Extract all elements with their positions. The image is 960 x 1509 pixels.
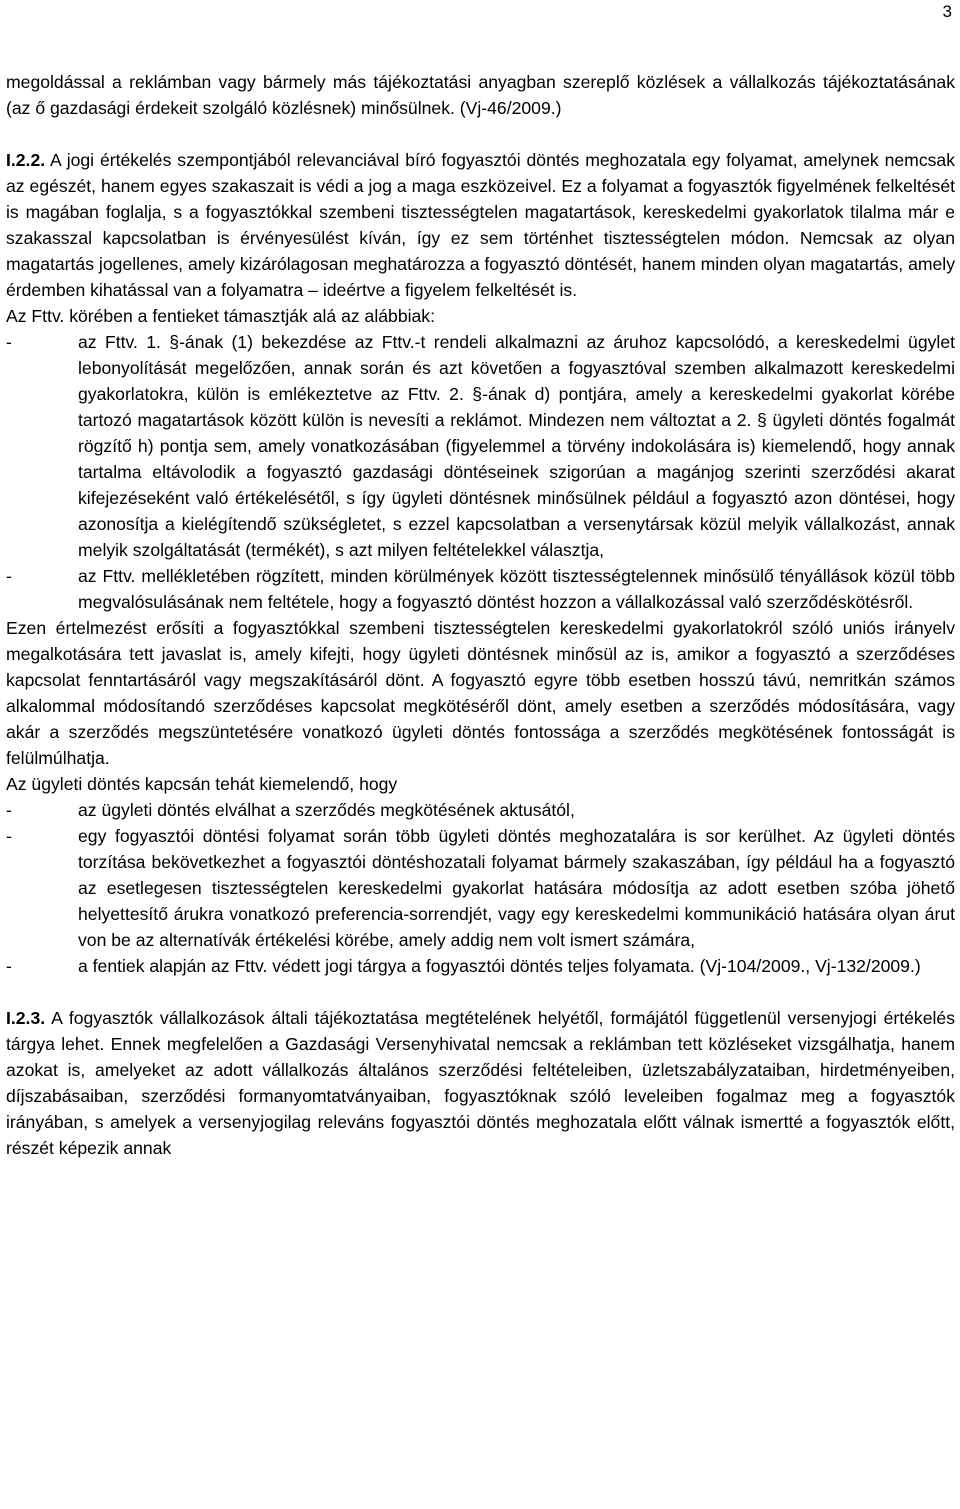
list-item — [6, 563, 955, 615]
list-item-text: az Fttv. 1. §-ának (1) bekezdése az Fttv.-t rendeli alkalmazni az áruhoz kapcsolódó, a kereskedelmi ügylet lebonyolítását megelőzően, annak során és azt követően a fogyasztóval szemben alkalmazott kereskedelmi gyakorlatokra, külön is emlékeztetve az Fttv. 2. §-ának d) pontjára, amely a kereskedelmi gyakorlat körébe tartozó magatartások között külön is nevesíti a reklámot. Mindezen nem változtat a 2. § ügyleti döntés fogalmát rögzítő h) pontja sem, amely vonatkozásában (figyelemmel a törvény indokolására is) kiemelendő, hogy annak tartalma eltávolodik a fogyasztó gazdasági döntéseinek szigorúan a magánjog szerinti szerződési akarat kifejezéseként való értékelésétől, s így ügyleti döntésnek minősülnek például a fogyasztó azon döntései, hogy azonosítja a kielégítendő szükségletet, s ezzel kapcsolatban a versenytársak közül melyik vállalkozást, annak melyik szolgáltatását (termékét), s azt milyen feltételekkel választja, — [78, 332, 955, 560]
paragraph-spacer — [6, 121, 955, 147]
paragraph-spacer — [6, 979, 955, 1005]
paragraph-ezen: Ezen értelmezést erősíti a fogyasztókkal szembeni tisztességtelen kereskedelmi gyakorlatokról szóló uniós irányelv megalkotására tett javaslat is, amely kifejti, hogy ügyleti döntésnek minősül az is, amikor a fogyasztó a szerződéses kapcsolat fenntartásáról vagy megszakításáról dönt. A fogyasztó egyre több esetben hosszú távú, nemritkán számos alkalommal módosítandó szerződéses kapcsolat megkötéséről dönt, amely esetben a szerződés módosítására, vagy akár a szerződés megszüntetésére vonatkozó ügyleti döntés fontossága a szerződés megkötésének fontosságát is felülmúlhatja. — [6, 618, 955, 768]
list-item-text: a fentiek alapján az Fttv. védett jogi tárgya a fogyasztói döntés teljes folyamata. (Vj-104/2009., Vj-132/2009.) — [78, 956, 921, 976]
list-item-text: egy fogyasztói döntési folyamat során több ügyleti döntés meghozatalára is sor kerülhet. Az ügyleti döntés torzítása bekövetkezhet a fogyasztói döntéshozatali folyamat bármely szakaszában, így például ha a fogyasztó az esetlegesen tisztességtelen kereskedelmi gyakorlat hatására módosítja az adott esetben szóba jöhető helyettesítő árukra vonatkozó preferencia-sorrendjét, vagy egy kereskedelmi kommunikáció hatására olyan árut von be az alternatívák értékelési körébe, amely addig nem volt ismert számára, — [78, 826, 955, 950]
paragraph-intro: megoldással a reklámban vagy bármely más tájékoztatási anyagban szereplő közlések a vállalkozás tájékoztatásának (az ő gazdasági érdekeit szolgáló közlésnek) minősülnek. (Vj-46/2009.) — [6, 72, 955, 118]
section-heading-i-2-3: I.2.3. — [6, 1008, 46, 1028]
list-item — [6, 797, 955, 823]
list-item — [6, 329, 955, 563]
bullet-dash: - — [6, 826, 12, 846]
list-item-text: az Fttv. mellékletében rögzített, minden körülmények között tisztességtelennek minősülő tényállások közül több megvalósulásának nem feltétele, hogy a fogyasztó döntést hozzon a vállalkozással való szerződéskötésről. — [78, 566, 955, 612]
bullet-dash: - — [6, 566, 12, 586]
ugyleti-intro: Az ügyleti döntés kapcsán tehát kiemelendő, hogy — [6, 774, 398, 794]
section-i-2-3 — [6, 1005, 955, 1161]
section-heading-i-2-2: I.2.2. — [6, 150, 46, 170]
list-item-text: az ügyleti döntés elválhat a szerződés megkötésének aktusától, — [78, 800, 575, 820]
section-text-i-2-2: A jogi értékelés szempontjából relevanciával bíró fogyasztói döntés meghozatala egy folyamat, amelynek nemcsak az egészét, hanem egyes szakaszait is védi a jog a maga eszközeivel. Ez a folyamat a fogyasztók figyelmének felkeltését is magában foglalja, s a fogyasztókkal szembeni tisztességtelen magatartások, kereskedelmi gyakorlatok tilalma már e szakasszal kapcsolatban is érvényesülést kíván, így ez sem történhet tisztességtelen módon. Nemcsak az olyan magatartás jogellenes, amely kizárólagosan meghatározza a fogyasztó döntését, hanem minden olyan magatartás, amely érdemben kihatással van a folyamatra – ideértve a figyelem felkeltését is. — [6, 150, 955, 300]
bullet-dash: - — [6, 800, 12, 820]
section-i-2-2 — [6, 147, 955, 303]
list-item — [6, 823, 955, 953]
bullet-dash: - — [6, 332, 12, 352]
list-item — [6, 953, 955, 979]
section-text-i-2-3: A fogyasztók vállalkozások általi tájékoztatása megtételének helyétől, formájától függetlenül versenyjogi értékelés tárgya lehet. Ennek megfelelően a Gazdasági Versenyhivatal nemcsak a reklámban tett közléseket vizsgálhatja, hanem azokat is, amelyeket az adott vállalkozás általános szerződési feltételeiben, üzletszabályzataiban, hirdetményeiben, díjszabásaiban, szerződési formanyomtatványaiban, fogyasztóknak szóló leveleiben fogalmaz meg a fogyasztók irányában, s amelyek a versenyjogilag releváns fogyasztói döntés meghozatala előtt válnak ismertté a fogyasztók előtt, részét képezik annak — [6, 1008, 955, 1158]
document-body — [6, 69, 955, 1161]
fttv-intro: Az Fttv. körében a fentieket támasztják alá az alábbiak: — [6, 306, 435, 326]
page-number: 3 — [942, 2, 952, 21]
bullet-dash: - — [6, 956, 12, 976]
